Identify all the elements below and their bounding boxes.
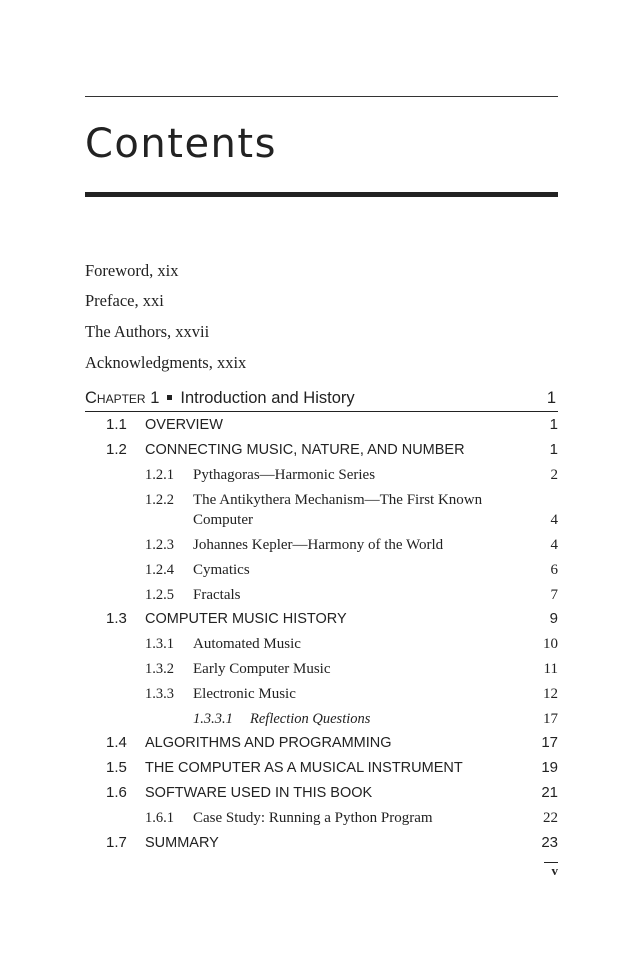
chapter-page-number: 1: [546, 389, 556, 407]
entry-label: OVERVIEW: [145, 417, 223, 433]
entry-label: Fractals: [193, 587, 241, 603]
entry-label-continuation: Computer: [193, 512, 253, 528]
entry-page: 4: [550, 537, 558, 553]
entry-label: THE COMPUTER AS A MUSICAL INSTRUMENT: [145, 760, 463, 776]
entry-label: Johannes Kepler—Harmony of the World: [193, 537, 444, 553]
entry-page: 6: [550, 562, 558, 578]
entry-label: Pythagoras—Harmonic Series: [193, 467, 376, 483]
entry-page: 19: [541, 759, 558, 776]
chapter-number: 1: [150, 389, 160, 407]
entry-number: 1.2: [106, 441, 127, 458]
bullet-separator-icon: [167, 395, 172, 400]
chapter-word: [85, 389, 146, 407]
entry-label: Case Study: Running a Python Program: [193, 810, 433, 826]
entry-number: 1.6: [106, 784, 127, 801]
chapter-title: Introduction and History: [180, 389, 355, 407]
entry-number: 1.2.3: [145, 537, 174, 553]
entry-number: 1.7: [106, 834, 127, 851]
entry-label: The Antikythera Mechanism—The First Known: [193, 492, 483, 508]
entry-label: SOFTWARE USED IN THIS BOOK: [145, 785, 373, 801]
top-rule: [85, 96, 558, 97]
entry-page: 11: [543, 661, 558, 677]
entry-label: ALGORITHMS AND PROGRAMMING: [145, 735, 392, 751]
front-matter-preface[interactable]: Preface, xxi: [85, 291, 164, 310]
entry-page: 17: [543, 711, 558, 727]
entry-number: 1.3.3.1: [193, 711, 233, 727]
entry-number: 1.2.4: [145, 562, 174, 578]
entry-number: 1.4: [106, 734, 127, 751]
entry-label: CONNECTING MUSIC, NATURE, AND NUMBER: [145, 442, 465, 458]
entry-number: 1.6.1: [145, 810, 174, 826]
entry-page: 4: [550, 512, 558, 528]
chapter-heading[interactable]: [85, 389, 558, 412]
front-matter-foreword[interactable]: Foreword, xix: [85, 261, 179, 280]
page-folio: v: [551, 863, 558, 878]
entry-page: 17: [541, 734, 558, 751]
entry-page: 23: [541, 834, 558, 851]
entry-number: 1.2.5: [145, 587, 174, 603]
chapter-word-rest: HAPTER: [96, 392, 146, 406]
entry-page: 10: [543, 636, 558, 652]
entry-page: 21: [541, 784, 558, 801]
entry-number: 1.3.1: [145, 636, 174, 652]
contents-page: [85, 0, 558, 972]
entry-number: 1.3.3: [145, 686, 174, 702]
front-matter-authors[interactable]: The Authors, xxvii: [85, 322, 210, 341]
entry-page: 2: [550, 467, 558, 483]
entry-page: 1: [549, 416, 558, 433]
entry-number: 1.5: [106, 759, 127, 776]
entry-label: Cymatics: [193, 562, 250, 578]
entry-label: Electronic Music: [193, 686, 296, 702]
title-underline-rule: [85, 192, 558, 197]
entry-label: COMPUTER MUSIC HISTORY: [145, 611, 347, 627]
entry-page: 7: [550, 587, 558, 603]
chapter-word-initial: C: [85, 389, 97, 407]
entry-label: SUMMARY: [145, 835, 219, 851]
entry-label: Automated Music: [193, 636, 301, 652]
entry-number: 1.3.2: [145, 661, 174, 677]
page-title: Contents: [85, 121, 277, 167]
toc-entry-1-2-2[interactable]: [85, 490, 558, 530]
entry-page: 1: [549, 441, 558, 458]
entry-number: 1.2.2: [145, 492, 174, 508]
entry-label: Early Computer Music: [193, 661, 331, 677]
entry-number: 1.1: [106, 416, 127, 433]
entry-label: Reflection Questions: [250, 711, 371, 727]
front-matter-acknowledgments[interactable]: Acknowledgments, xxix: [85, 353, 247, 372]
entry-page: 12: [543, 686, 558, 702]
entry-page: 22: [543, 810, 558, 826]
entry-page: 9: [549, 610, 558, 627]
entry-number: 1.2.1: [145, 467, 174, 483]
entry-number: 1.3: [106, 610, 127, 627]
